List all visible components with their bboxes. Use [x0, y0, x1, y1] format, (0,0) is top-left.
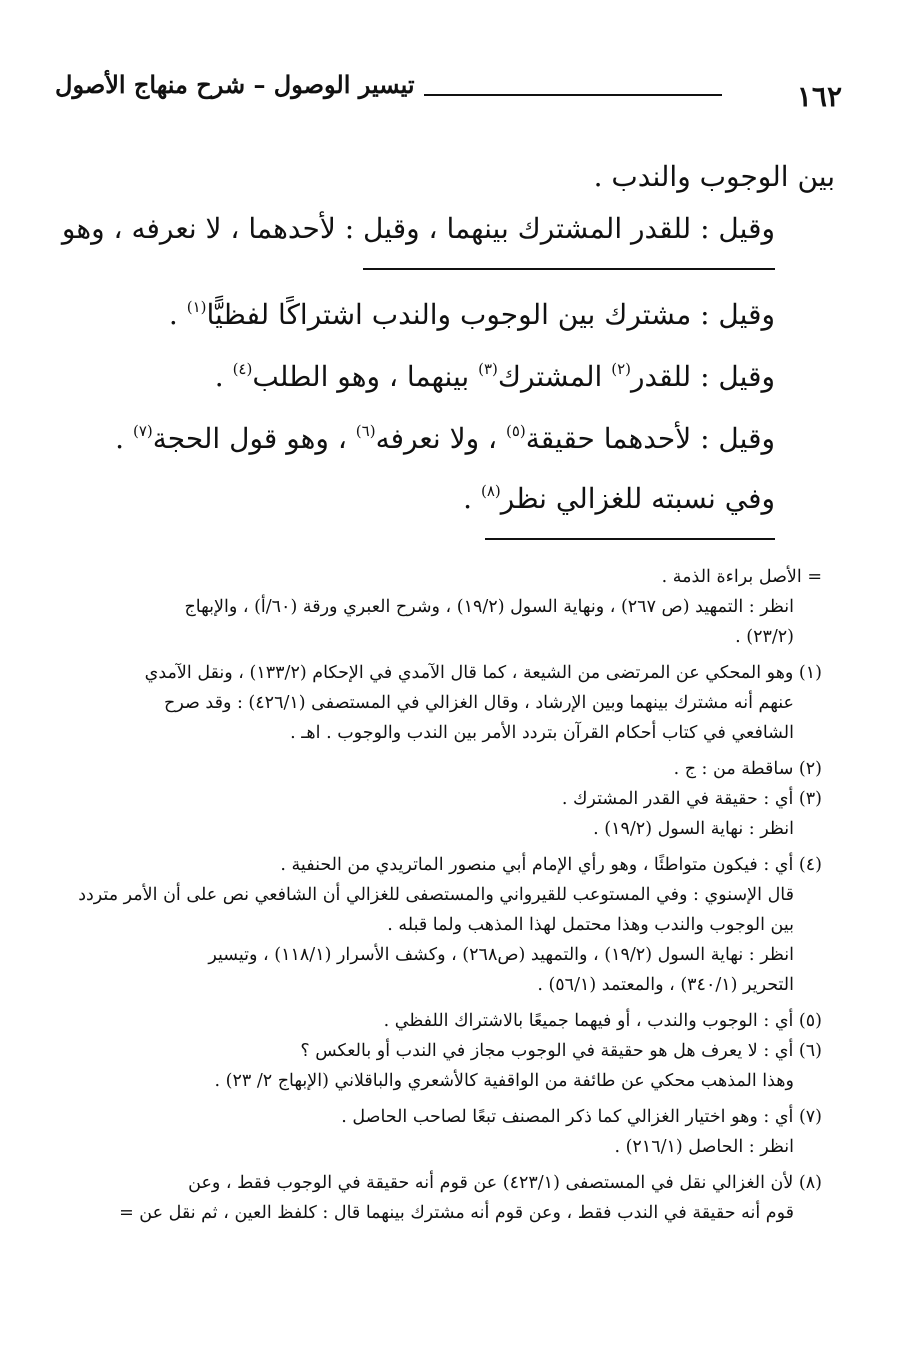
- page-header: [55, 62, 842, 112]
- footnote-line: قال الإسنوي : وفي المستوعب للقيرواني والمستصفى للغزالي أن الشافعي نص على أن الأمر متردد: [78, 885, 794, 905]
- footnote-line: (٢) ساقطة من : ج .: [673, 759, 822, 779]
- footnote-line: انظر : نهاية السول (١٩/٢) .: [593, 819, 794, 839]
- main-line-4-a: وقيل : للقدر: [631, 360, 775, 393]
- main-line-3-text: وقيل : مشترك بين الوجوب والندب اشتراكًا لفظيًّا: [206, 298, 775, 331]
- footnote-line: انظر : التمهيد (ص ٢٦٧) ، ونهاية السول (١٩/٢) ، وشرح العبري ورقة (٦٠/أ) ، والإبهاج: [184, 597, 794, 617]
- page-number: ١٦٢: [796, 80, 842, 113]
- main-line-6-a: وفي نسبته للغزالي نظر: [500, 482, 775, 515]
- footnote-6: [40, 1036, 822, 1096]
- footnote-line: الشافعي في كتاب أحكام القرآن بتردد الأمر بين الندب والوجوب . اهـ .: [290, 723, 794, 743]
- footnote-line: (١) وهو المحكي عن المرتضى من الشيعة ، كما قال الآمدي في الإحكام (١٣٣/٢) ، ونقل الآمدي: [144, 663, 822, 683]
- footnote-line: (٢٣/٢) .: [735, 627, 794, 647]
- main-line-5: [115, 422, 775, 456]
- footnote-line: بين الوجوب والندب وهذا محتمل لهذا المذهب ولما قبله .: [387, 915, 794, 935]
- footnote-8: [40, 1168, 822, 1228]
- footnote-line: (٦) أي : لا يعرف هل هو حقيقة في الوجوب مجاز في الندب أو بالعكس ؟: [300, 1041, 822, 1061]
- footnote-continuation: [40, 562, 822, 652]
- main-line-6: [463, 482, 775, 516]
- main-line-4-b: المشترك: [497, 360, 612, 393]
- footnote-line: انظر : الحاصل (٢١٦/١) .: [614, 1137, 794, 1157]
- footnote-ref-5: (٥): [505, 422, 526, 440]
- footnote-1: [40, 658, 822, 748]
- main-line-2: وقيل : للقدر المشترك بينهما ، وقيل : لأحدهما ، لا نعرفه ، وهو: [61, 212, 775, 245]
- footnote-ref-1: (١): [186, 298, 207, 316]
- section-rule: [363, 268, 775, 270]
- footnote-line: (٣) أي : حقيقة في القدر المشترك .: [561, 789, 822, 809]
- main-line-1: بين الوجوب والندب .: [593, 160, 835, 193]
- footnote-ref-8: (٨): [480, 482, 501, 500]
- footnote-line: (٥) أي : الوجوب والندب ، أو فيهما جميعًا بالاشتراك اللفظي .: [383, 1011, 822, 1031]
- footnote-ref-6: (٦): [355, 422, 376, 440]
- main-line-4-c: بينهما ، وهو الطلب: [252, 360, 479, 393]
- main-line-3: [169, 298, 775, 332]
- footnote-ref-3: (٣): [478, 360, 498, 378]
- footnote-ref-4: (٤): [232, 360, 253, 378]
- footnotes: [40, 562, 822, 1228]
- footnote-ref-2: (٢): [611, 360, 632, 378]
- footnote-line: قوم أنه حقيقة في الندب فقط ، وعن قوم أنه مشترك بينهما قال : كلفظ العين ، ثم نقل عن =: [119, 1203, 794, 1223]
- main-line-5-a: وقيل : لأحدهما حقيقة: [525, 422, 775, 455]
- footnote-line: = الأصل براءة الذمة .: [661, 567, 822, 587]
- main-line-5-end: .: [115, 422, 133, 455]
- footnote-ref-7: (٧): [132, 422, 153, 440]
- footnote-line: (٧) أي : وهو اختيار الغزالي كما ذكر المصنف تبعًا لصاحب الحاصل .: [341, 1107, 822, 1127]
- main-line-5-b: ، ولا نعرفه: [375, 422, 506, 455]
- main-line-4-end: .: [214, 360, 233, 393]
- footnote-5: [40, 1006, 822, 1036]
- footnote-line: انظر : نهاية السول (١٩/٢) ، والتمهيد (ص٢٦٨) ، وكشف الأسرار (١١٨/١) ، وتيسير: [208, 945, 794, 965]
- main-line-3-end: .: [168, 298, 187, 331]
- footnote-line: (٨) لأن الغزالي نقل في المستصفى (٤٢٣/١) عن قوم أنه حقيقة في الوجوب فقط ، وعن: [188, 1173, 822, 1193]
- footnote-line: وهذا المذهب محكي عن طائفة من الواقفية كالأشعري والباقلاني (الإبهاج ٢/ ٢٣) .: [214, 1071, 794, 1091]
- footnote-3: [40, 784, 822, 844]
- footnote-line: عنهم أنه مشترك بينهما وبين الإرشاد ، وقال الغزالي في المستصفى (٤٢٦/١) : وقد صرح: [164, 693, 794, 713]
- footnote-line: (٤) أي : فيكون متواطئًا ، وهو رأي الإمام أبي منصور الماتريدي من الحنفية .: [280, 855, 822, 875]
- footnote-2: [40, 754, 822, 784]
- header-rule: [424, 94, 722, 96]
- footnote-4: [40, 850, 822, 1000]
- footnote-7: [40, 1102, 822, 1162]
- footnote-separator: [485, 538, 775, 540]
- footnote-line: التحرير (٣٤٠/١) ، والمعتمد (٥٦/١) .: [537, 975, 794, 995]
- main-line-6-end: .: [463, 482, 481, 515]
- running-title: تيسير الوصول – شرح منهاج الأصول: [55, 70, 415, 99]
- main-line-4: [215, 360, 775, 394]
- main-line-5-c: ، وهو قول الحجة: [152, 422, 356, 455]
